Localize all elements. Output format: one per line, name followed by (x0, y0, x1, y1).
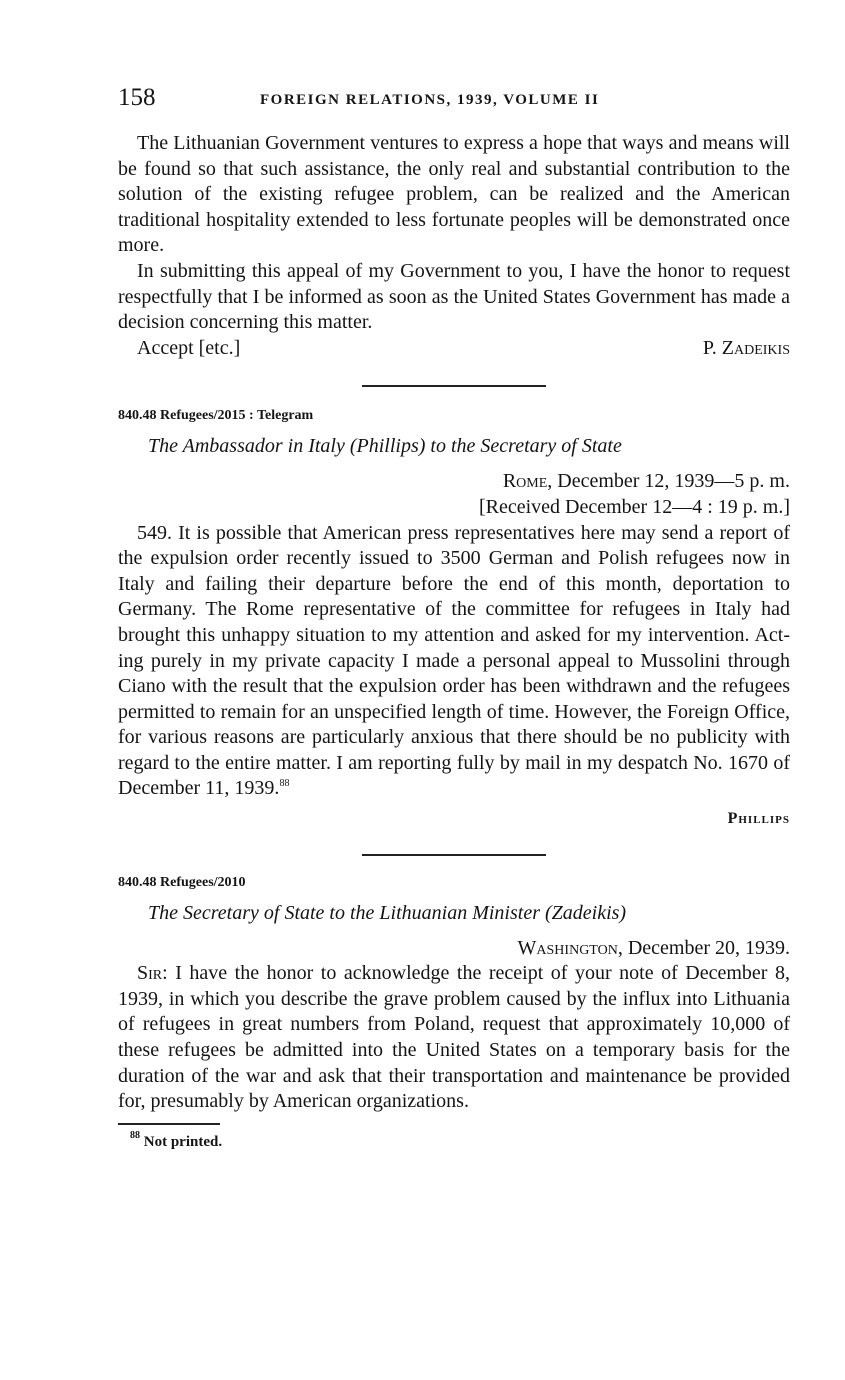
lithuanian-note-paragraph-1: The Lithuanian Government ventures to express a hope that ways and means will be found so that such assistance, the only real and substantial contribution to the solution of the existing refugee problem, can be realized and the American traditional hospitality extended to less fortunate peoples will be demonstrated once more. (118, 132, 790, 257)
signature-zadeikis (703, 336, 790, 362)
lithuanian-note-paragraph-2: In submitting this appeal of my Government to you, I have the honor to request respectfully that I be informed as soon as the United States Government has made a decision concerning this matter. (118, 259, 790, 334)
page-number: 158 (118, 84, 156, 111)
signature-initial: P. (702, 336, 722, 359)
dateline-date: , December 12, 1939—5 p. m. (547, 470, 790, 493)
document-heading: The Ambassador in Italy (Phillips) to the Secretary of State (148, 435, 622, 458)
received-line: [Received December 12—4 : 19 p. m.] (478, 495, 790, 518)
dateline (118, 936, 790, 962)
dateline-place: Rome (502, 470, 548, 493)
dateline-date: , December 20, 1939. (617, 936, 790, 959)
running-title: FOREIGN RELATIONS, 1939, VOLUME II (260, 92, 600, 108)
section-divider (362, 385, 546, 387)
footnote-marker: 88 (130, 1129, 140, 1141)
signature-surname: Zadeikis (721, 336, 790, 359)
telegram-body (118, 521, 790, 803)
dateline (118, 469, 790, 495)
footnote-rule (118, 1123, 220, 1125)
footnote-reference: 88 (279, 778, 290, 790)
closing: Accept [etc.] (137, 336, 241, 359)
footnote (118, 1129, 790, 1151)
section-divider (362, 854, 546, 856)
footnote-text: Not printed. (143, 1133, 223, 1150)
closing-line (118, 336, 790, 362)
reply-text: : I have the honor to acknowledge the receipt of your note of December 8, 1939, in which you describe the grave problem caused by the influx into Lithuania of refugees in great numbers from Poland, request that approximately 10,000 of these refugees be admitted into the United States on a temporary basis for the duration of the war and ask that their transportation and maintenance be provided for, presumably by American organizations. (118, 962, 790, 1113)
page-body (118, 131, 790, 1151)
file-number: 840.48 Refugees/2010 (118, 874, 246, 890)
salutation: Sir (137, 962, 163, 985)
running-header (118, 84, 790, 118)
telegram-text: 549. It is possible that American press representatives here may send a report of the expulsion order recently issued to 3500 German and Polish refugees now in Italy and failing their departure before the end of this month, deportation to Germany. The Rome representative of the committee for refugees in Italy had brought this unhappy situation to my attention and asked for my intervention. Acting purely in my private capacity I made a personal appeal to Mussolini through Ciano with the result that the expulsion order has been withdrawn and the refugees permitted to remain for an unspecified length of time. However, the Foreign Office, for various reasons are particularly anxious that there should be no publicity with regard to the entire matter. I am reporting fully by mail in my despatch No. 1670 of December 11, 1939. (118, 521, 790, 800)
file-number: 840.48 Refugees/2015 : Telegram (118, 408, 314, 424)
document-heading: The Secretary of State to the Lithuanian Minister (Zadeikis) (148, 901, 627, 924)
reply-body (118, 961, 790, 1115)
dateline-place: Washington (517, 936, 618, 959)
signature-phillips: Phillips (727, 810, 790, 828)
